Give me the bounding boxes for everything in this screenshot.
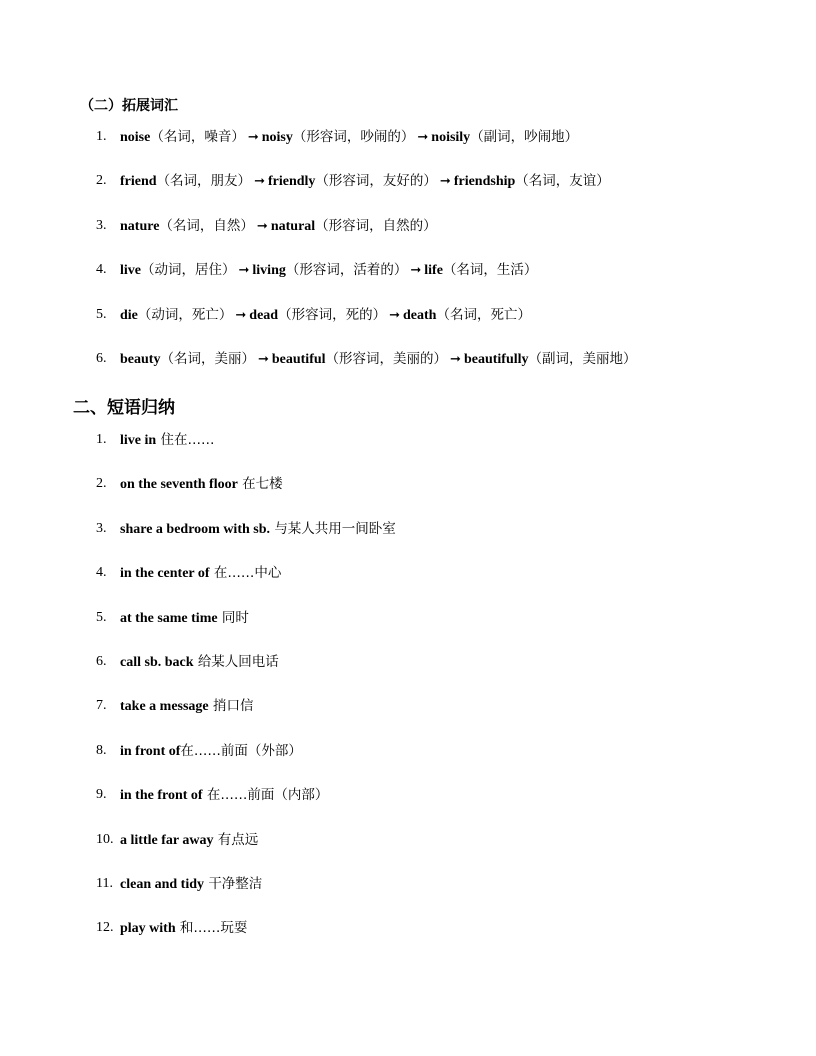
phrase-cn: 干净整洁 [208, 875, 263, 892]
phrase-en: on the seventh floor [120, 477, 238, 493]
item-number: 3. [96, 520, 107, 536]
phrase-en: clean and tidy [120, 876, 205, 892]
vocab-gloss: （名词，美丽） [160, 350, 255, 367]
vocab-word: beautifully [463, 351, 529, 367]
vocab-chain [120, 128, 578, 147]
phrase-en: at the same time [120, 610, 218, 626]
item-number: 7. [96, 698, 107, 714]
phrase-cn: 和……玩耍 [179, 920, 248, 937]
phrase-cn: 给某人回电话 [197, 653, 279, 670]
item-number: 12. [96, 920, 114, 936]
item-number: 3. [96, 217, 107, 233]
vocab-gloss: （动词，居住） [141, 262, 236, 279]
phrase-cn: 在……中心 [213, 565, 282, 582]
arrow-icon: ➞ [256, 218, 268, 234]
item-number: 10. [96, 831, 114, 847]
phrase-cn: 住在…… [160, 432, 215, 448]
vocab-gloss: （形容词，美丽的） [325, 350, 448, 367]
vocab-word: live [120, 263, 141, 279]
phrase-cn: 捎口信 [212, 698, 254, 715]
vocab-gloss: （副词，美丽地） [528, 350, 637, 367]
vocab-word: beautiful [271, 351, 326, 367]
vocab-word: living [252, 263, 286, 279]
vocab-gloss: （动词，死亡） [137, 306, 233, 323]
vocab-chain [120, 217, 437, 236]
vocab-word: dead [249, 307, 279, 323]
item-number: 1. [96, 129, 107, 144]
phrase-en: in front of [120, 743, 181, 759]
item-number: 4. [96, 565, 107, 581]
phrase-en: take a message [120, 699, 209, 715]
vocab-word: friend [120, 174, 157, 190]
arrow-icon: ➞ [254, 174, 265, 190]
item-number: 6. [96, 350, 107, 366]
vocab-gloss: （形容词，活着的） [285, 262, 408, 279]
vocab-word: friendship [453, 174, 516, 190]
phrase-cn: 有点远 [217, 831, 259, 848]
vocab-chain [120, 306, 531, 325]
item-number: 5. [96, 306, 107, 322]
phrase-en: play with [120, 921, 176, 937]
arrow-icon: ➞ [247, 130, 259, 145]
vocab-gloss: （副词，吵闹地） [470, 129, 579, 145]
vocab-word: noisy [261, 130, 293, 145]
vocab-word: die [120, 307, 138, 323]
arrow-icon: ➞ [417, 130, 429, 145]
vocab-gloss: （名词，死亡） [436, 306, 531, 323]
arrow-icon: ➞ [257, 351, 269, 367]
vocab-word: friendly [267, 174, 316, 190]
phrase-cn: 在……前面（外部） [180, 742, 302, 759]
arrow-icon: ➞ [450, 351, 461, 367]
vocab-word: natural [270, 218, 316, 234]
arrow-icon: ➞ [235, 307, 247, 323]
phrase-cn: 在……前面（内部） [206, 787, 329, 804]
phrase-en: in the front of [120, 788, 203, 804]
phrase-en: live in [120, 433, 157, 448]
vocab-gloss: （形容词，自然的） [315, 217, 437, 234]
item-number: 1. [96, 432, 107, 447]
phrase-en: share a bedroom with sb. [120, 521, 271, 537]
vocab-gloss: （名词，朋友） [156, 173, 252, 190]
phrase-en: a little far away [120, 832, 214, 848]
vocab-gloss: （名词，噪音） [150, 129, 245, 145]
phrase-cn: 与某人共用一间卧室 [274, 520, 396, 537]
item-number: 2. [96, 173, 107, 189]
vocab-chain [120, 350, 637, 369]
vocab-chain [120, 261, 537, 280]
vocab-word: death [403, 307, 437, 323]
phrase-cn: 同时 [221, 609, 249, 626]
vocab-word: nature [120, 218, 160, 234]
phrase-section-title: 二、短语归纳 [73, 398, 175, 418]
vocab-word: noise [120, 130, 151, 145]
item-number: 2. [96, 476, 107, 492]
item-number: 4. [96, 262, 107, 278]
vocab-word: noisily [431, 130, 471, 145]
arrow-icon: ➞ [410, 263, 422, 279]
arrow-icon: ➞ [389, 307, 400, 323]
vocab-section-title: （二）拓展词汇 [80, 98, 178, 114]
item-number: 6. [96, 653, 107, 669]
vocab-gloss: （形容词，死的） [278, 306, 387, 323]
phrase-en: in the center of [120, 566, 210, 582]
vocab-chain [120, 172, 610, 191]
vocab-gloss: （名词，友谊） [515, 173, 610, 190]
arrow-icon: ➞ [238, 263, 250, 279]
vocab-gloss: （形容词，吵闹的） [292, 129, 415, 145]
item-number: 9. [96, 787, 107, 803]
arrow-icon: ➞ [439, 174, 451, 190]
item-number: 5. [96, 609, 107, 625]
vocab-gloss: （形容词，友好的） [315, 173, 437, 190]
vocab-word: beauty [120, 351, 161, 367]
vocab-gloss: （名词，生活） [442, 262, 538, 279]
item-number: 8. [96, 742, 107, 758]
vocab-gloss: （名词，自然） [159, 217, 254, 234]
phrase-cn: 在七楼 [242, 476, 283, 493]
phrase-en: call sb. back [120, 654, 194, 670]
vocab-word: life [424, 263, 443, 279]
item-number: 11. [96, 875, 113, 891]
